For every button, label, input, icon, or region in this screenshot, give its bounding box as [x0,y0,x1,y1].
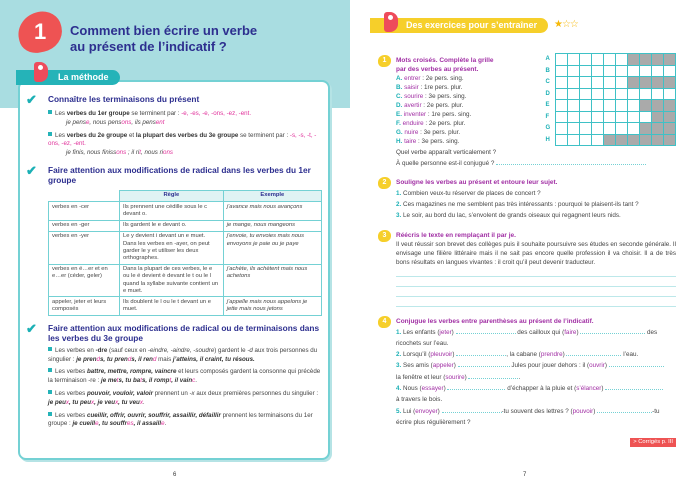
grid-cell[interactable] [604,123,616,135]
grid-row-label: B [545,67,550,74]
rule-case: verbes en é…er et en e…er (céder, geler) [49,264,120,297]
check-icon: ✔ [26,320,37,336]
section-header [26,320,324,343]
page-number: 7 [523,472,527,478]
sentence-item: 2. Ces magazines ne me semblent pas très intéressants : pourquoi te plaisent-ils tant ? [396,200,639,208]
page-title: Comment bien écrire un verbe au présent de l’indicatif ? [70,23,258,54]
grid-cell[interactable] [604,88,616,100]
rule-case: verbes en -yer [49,231,120,264]
grid-cell[interactable] [568,88,580,100]
grid-cell[interactable] [568,123,580,135]
grid-cell-blocked [652,123,664,135]
grid-cell[interactable] [568,134,580,146]
rule-case: verbes en -cer [49,202,120,220]
section-header [26,162,324,185]
grid-cell[interactable] [616,123,628,135]
grid-cell-blocked [664,100,676,112]
grid-cell-blocked [628,54,640,66]
rule-text: Dans la plupart de ces verbes, le e ou le é devient è devant le t ou le l quand la syllabe suivante contient un e muet. [119,264,223,297]
grid-row-label: E [545,102,550,109]
bullet-item: Les verbes en -dre (sauf ceux en -eindre, -aindre, -soudre) gardent le -d aux trois personnes du singulier : je prends, tu prends, il rend mais j’atteins, il craint, tu résous. [48,346,318,363]
crossword-grid[interactable] [546,53,677,146]
grid-cell-blocked [628,77,640,89]
grid-cell-blocked [664,77,676,89]
grid-cell[interactable] [556,77,568,89]
grid-cell[interactable] [568,77,580,89]
grid-cell[interactable] [604,100,616,112]
grid-cell[interactable] [652,65,664,77]
sentence-item: 1. Combien veux-tu réserver de places de concert ? [396,189,541,197]
exercise-line: écrire plus régulièrement ? [396,418,471,426]
blank-field[interactable] [458,361,510,367]
grid-cell[interactable] [604,111,616,123]
grid-cell[interactable] [628,88,640,100]
clue-item: G. nuire : 3e pers. plur. [396,129,461,136]
grid-cell-blocked [640,134,652,146]
exercise-line: 3. Ses amis (appeler) Jules pour jouer dehors : il (ouvrir) [396,360,676,371]
rule-text: Ils prennent une cédille sous le c devant o. [119,202,223,220]
blank-field[interactable] [468,373,518,379]
rule-example: j’avance mais nous avançons [223,202,321,220]
section-title: Faire attention aux modifications de radical dans les verbes du 1er groupe [48,164,311,185]
grid-row-label: A [545,56,550,63]
clue-item: F. enduire : 2e pers. plur. [396,120,466,127]
page-number: 6 [173,472,177,478]
grid-cell[interactable] [580,77,592,89]
exercise-3 [378,230,676,308]
clue-list [396,74,536,146]
grid-cell[interactable] [664,88,676,100]
exercises-content [378,55,676,448]
bullet-item: Les verbes du 2e groupe et la plupart des verbes du 3e groupe se terminent par : -s, -s, -t, -ons, -ez, -ent. je finis, nous finissons ; il rit, nous rions [48,131,317,157]
grid-cell[interactable] [592,54,604,66]
grid-cell[interactable] [580,134,592,146]
grid-cell[interactable] [580,111,592,123]
exercise-number: 1 [378,55,391,67]
exercise-line: à travers le bois. [396,396,443,404]
answer-line[interactable] [396,277,676,287]
exercise-title: Mots croisés. Complète la grille par des verbes au présent. [396,57,494,73]
section-title: Faire attention aux modifications de radical ou de terminaisons dans les verbes du 3e groupe [48,322,320,343]
clue-item: B. saisir : 1re pers. plur. [396,84,463,91]
grid-row-label: H [545,136,550,143]
grid-cell[interactable] [556,65,568,77]
exercise-1 [378,55,676,168]
grid-cell[interactable] [652,88,664,100]
table-row [49,297,322,315]
blank-field[interactable] [442,407,502,413]
grid-cell[interactable] [628,100,640,112]
grid-cell[interactable] [616,100,628,112]
exercise-line: 4. Nous (essayer) d’échapper à la pluie et (s’élancer) [396,383,676,394]
grid-cell[interactable] [568,54,580,66]
exercise-number: 4 [378,316,391,328]
sentence-item: 3. Le soir, au bord du lac, s’envolent de grands oiseaux qui regagnent leurs nids. [396,211,621,219]
grid-row-label: C [545,79,550,86]
grid-cell[interactable] [604,77,616,89]
exercise-line: la fenêtre et leur (sourire) . [396,373,521,381]
grid-cell-blocked [616,134,628,146]
grid-cell[interactable] [556,54,568,66]
grid-cell[interactable] [556,88,568,100]
grid-cell[interactable] [628,65,640,77]
grid-cell-blocked [604,134,616,146]
grid-row-label: F [545,113,550,120]
grid-cell-blocked [628,134,640,146]
corrections-link[interactable]: > Corrigés p. III [630,438,676,447]
grid-cell[interactable] [580,88,592,100]
rule-example: je mange, nous mangeons [223,220,321,231]
table-row [49,202,322,220]
blank-field[interactable] [566,350,621,356]
bullet-item: Les verbes pouvoir, vouloir, valoir prennent un -x aux deux premières personnes du singulier : je peux, tu peux, je veux, tu veux. [48,390,319,406]
grid-cell-blocked [652,54,664,66]
rule-example: j’envoie, tu envoies mais nous envoyons je paie ou je paye [223,231,321,264]
clue-item: D. avertir : 2e pers. plur. [396,102,464,109]
grid-cell[interactable] [592,100,604,112]
conjugation-exercise [396,327,676,429]
rule-text: Le y devient i devant un e muet. Dans les verbes en -ayer, on peut garder le y et utiliser les deux orthographes. [119,231,223,264]
section-header [26,94,324,106]
grid-cell[interactable] [556,123,568,135]
exercise-2 [378,177,676,221]
clue-item: A. entrer : 2e pers. sing. [396,75,464,82]
grid-cell-blocked [652,100,664,112]
clue-item: C. sourire : 3e pers. sing. [396,93,467,100]
right-page [350,0,700,485]
rule-text: Ils gardent le e devant o. [119,220,223,231]
grid-cell-blocked [640,123,652,135]
bullet-item: Les verbes du 1er groupe se terminent par : -e, -es, -e, -ons, -ez, -ent. je pense, nous pensons, ils pensent [48,110,322,128]
exercise-line: 5. Lui (envoyer) -tu souvent des lettres ? (pouvoir) -tu [396,407,660,415]
table-row [49,264,322,297]
grid-cell[interactable] [580,100,592,112]
sentence-list [396,188,676,221]
grid-cell[interactable] [592,88,604,100]
grid-cell[interactable] [640,65,652,77]
exercise-title: Souligne les verbes au présent et entoure leur sujet. [396,179,558,186]
rule-text: Ils doublent le l ou le t devant un e muet. [119,297,223,315]
grid-cell[interactable] [580,65,592,77]
grid-cell-blocked [640,100,652,112]
grid-cell-blocked [652,134,664,146]
text-to-rewrite: Il veut réussir son brevet des collèges puis il souhaite poursuivre ses études en seconde générale. Il envisage une filière littéraire mais il ne sait pas encore quelle profession il va choisir. Il a de très bons résultats en langues vivantes : il croit qu’il peut devenir traducteur. [396,241,676,266]
grid-cell[interactable] [580,54,592,66]
grid-row-label: D [545,90,550,97]
grid-row-label: G [545,125,551,132]
grid-cell[interactable] [556,111,568,123]
blank-field[interactable] [447,384,505,390]
grid-cell[interactable] [592,65,604,77]
grid-cell[interactable] [568,65,580,77]
section-title: Connaître les terminaisons du présent [48,94,200,104]
method-content [26,94,324,429]
exercises-header: Des exercices pour s’entraîner [370,18,548,33]
grid-cell[interactable] [640,88,652,100]
grid-cell[interactable] [556,134,568,146]
grid-cell[interactable] [628,123,640,135]
answer-line[interactable] [396,297,676,307]
exercise-line: 1. Les enfants (jeter) des cailloux qui (faire) des [396,328,658,336]
blank-field[interactable] [580,328,645,334]
exercise-title: Réécris le texte en remplaçant il par je. [396,231,516,239]
grid-cell[interactable] [592,77,604,89]
check-icon: ✔ [26,92,37,107]
grid-cell[interactable] [616,54,628,66]
grid-cell-blocked [664,111,676,123]
blank-field[interactable] [597,407,652,413]
question: À quelle personne est-il conjugué ? [396,159,676,168]
blank-field[interactable] [456,328,516,334]
blank-field[interactable] [609,361,664,367]
grid-cell[interactable] [556,100,568,112]
grid-cell-blocked [640,77,652,89]
check-icon: ✔ [26,162,37,178]
answer-line[interactable] [396,267,676,277]
clue-item: H. taire : 3e pers. sing. [396,138,460,145]
grid-cell-blocked [664,134,676,146]
exercise-number: 3 [378,230,391,242]
table-row [49,231,322,264]
grid-cell-blocked [640,54,652,66]
exercise-title: Conjugue les verbes entre parenthèses au présent de l’indicatif. [396,318,594,325]
exercise-number: 2 [378,177,391,189]
exercise-4 [378,316,676,448]
mascot-icon [34,62,48,82]
question: Quel verbe apparaît verticalement ? [396,149,497,156]
exercise-line: ricochets sur l’eau. [396,339,449,347]
grid-cell[interactable] [580,123,592,135]
chapter-number-badge: 1 [14,8,65,56]
grid-cell[interactable] [616,65,628,77]
mascot-icon [384,12,398,32]
bullet-item: Les verbes cueillir, offrir, ouvrir, souffrir, assaillir, défaillir prennent les terminaisons du 1er groupe : je cueille, tu souffres, il assaille. [48,411,313,428]
grid-cell[interactable] [628,111,640,123]
grid-cell[interactable] [604,54,616,66]
rule-example: j’achète, ils achètent mais nous achetons [223,264,321,297]
grid-cell[interactable] [616,77,628,89]
rule-case: verbes en -ger [49,220,120,231]
rule-example: j’appelle mais nous appelons je jette mais nous jetons [223,297,321,315]
exercise-line: 2. Lorsqu’il (pleuvoir) , la cabane (prendre) l’eau. [396,351,639,359]
blank-field[interactable] [456,350,506,356]
grid-cell[interactable] [568,111,580,123]
difficulty-stars: ★☆☆ [554,19,578,30]
bullet-item: Les verbes battre, mettre, rompre, vaincre et leurs composés gardent la consonne qui précède la terminaison -re : je mets, tu bats, il rompt, il vainc. [48,368,321,385]
grid-cell-blocked [652,111,664,123]
grid-cell-blocked [664,123,676,135]
grid-cell[interactable] [604,65,616,77]
method-label: La méthode [16,70,120,85]
grid-cell[interactable] [664,65,676,77]
blank-field[interactable] [605,384,663,390]
grid-cell[interactable] [592,123,604,135]
grid-cell[interactable] [568,100,580,112]
grid-cell[interactable] [640,111,652,123]
clue-item: E. inventer : 1re pers. sing. [396,111,472,118]
table-row [49,220,322,231]
rule-case: appeler, jeter et leurs composés [49,297,120,315]
grid-cell[interactable] [592,134,604,146]
grid-cell-blocked [652,77,664,89]
answer-line[interactable] [396,287,676,297]
grid-cell[interactable] [592,111,604,123]
rules-table: Règle Exemple verbes en -cer Ils prennent une cédille sous le c devant o. j’avance mais nous avançons verbes en -ger Ils gardent le e devant o. je mange, nous mangeons verbes en -yer Le y devient i devant un e muet. Dans les verbes en -ayer, on peut garder le y et utiliser les deux orthographes. j’envoie, tu envoies mais nous envoyons je paie ou je paye verbes en é…er et en e…er (céder, geler) Dans la plupart de ces verbes, le e ou le é devient è devant le t ou le l quand la syllabe suivante contient un e muet. j’achète, ils achètent mais nous achetons appeler, jeter et leurs composés Ils doublent le l ou le t devant un e muet. j’appelle mais nous appelons je jette mais nous jetons [48,190,322,316]
grid-cell-blocked [664,54,676,66]
grid-cell[interactable] [616,88,628,100]
grid-cell[interactable] [616,111,628,123]
